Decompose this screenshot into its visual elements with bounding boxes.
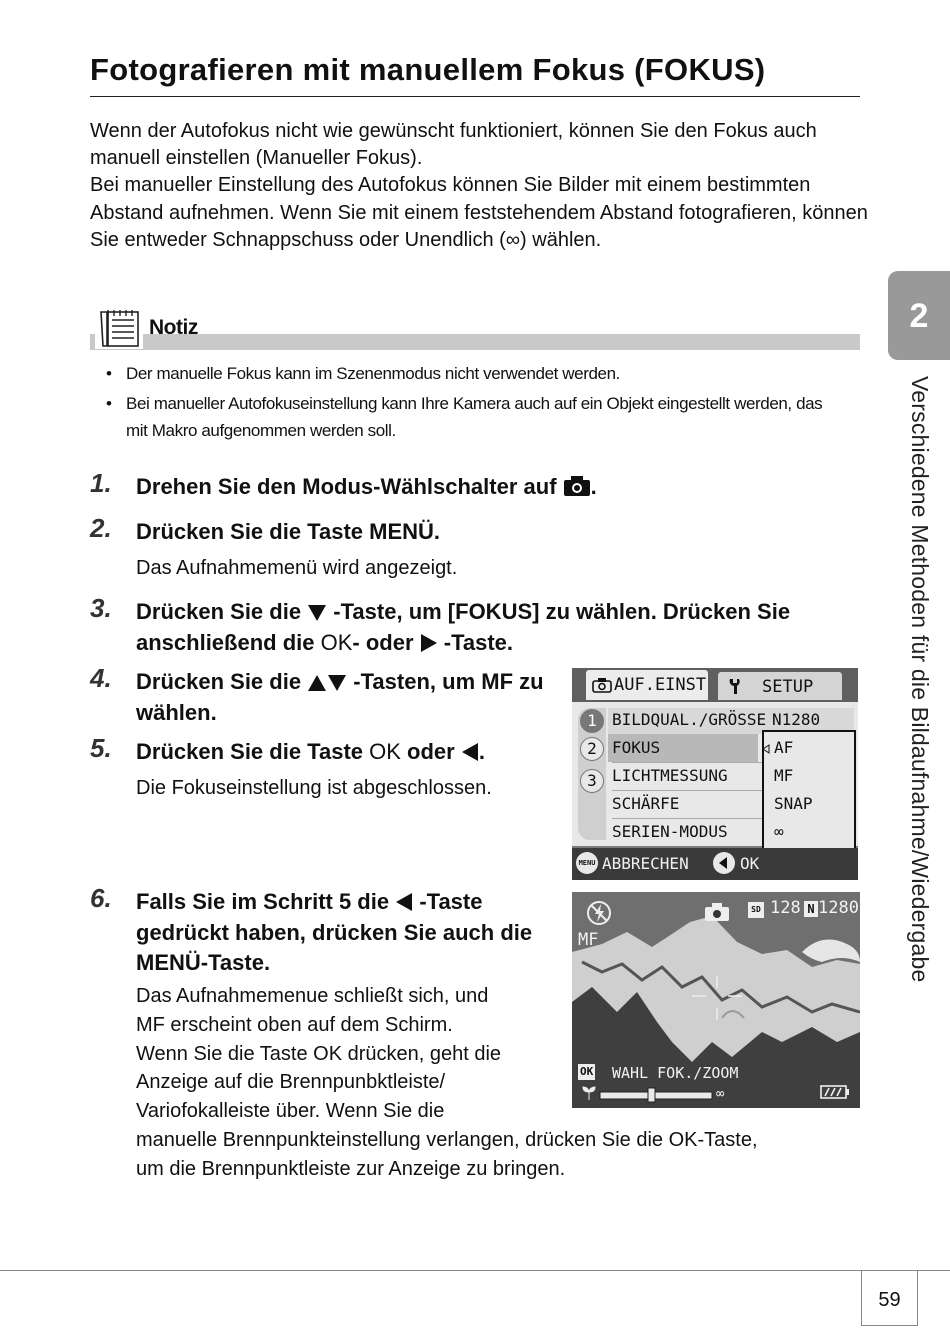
step-2-result: Das Aufnahmemenü wird angezeigt. [136,557,458,579]
macro-icon [580,1085,598,1101]
step-5-result: Die Fokuseinstellung ist abgeschlossen. [136,777,492,799]
left-arrow-icon [395,892,413,912]
note-list [104,360,824,447]
ok-label: OK [740,854,760,873]
step-text: Drücken Sie die -Taste, um [FOKUS] zu wählen. Drücken Sie anschließend die OK- oder -Taste. [136,599,791,655]
step-number: 1. [90,468,112,498]
right-arrow-icon [420,633,438,653]
infinity-label: ∞ [716,1086,725,1102]
wrench-icon [726,677,742,695]
focus-zoom-hint: WAHL FOK./ZOOM [612,1064,739,1082]
up-down-arrows-icon [307,674,347,692]
step-5 [90,733,560,768]
image-quality-badge: N [804,901,818,917]
note-title: Notiz [149,316,198,339]
camera-icon [563,475,591,497]
menu-item: SERIEN-MODUS [612,822,728,841]
camera-icon [704,902,730,922]
intro-text [90,118,870,254]
note-bar [90,334,860,350]
ok-button-icon: OK [580,1065,594,1078]
list-item: • Der manuelle Fokus kann im Szenenmodus nicht verwendet werden. [104,360,824,387]
menu-value: N1280 [772,710,821,729]
step-text: Falls Sie im Schritt 5 die -Taste gedrückt haben, drücken Sie auch die MENÜ-Taste. [136,889,533,975]
chapter-title: Verschiedene Methoden für die Bildaufnahme/Wiedergabe [907,376,933,983]
menu-item-selected: FOKUS [612,738,661,757]
page-number-box [861,1270,918,1326]
down-arrow-icon [307,604,327,622]
step-3 [90,593,870,658]
note-header [90,306,860,352]
flash-off-icon [586,900,612,926]
step-text: Drücken Sie die Taste MENÜ. [136,519,441,544]
step-6 [90,883,560,979]
ok-label: OK [668,1128,698,1151]
battery-icon [820,1084,850,1100]
menu-page-2: 2 [580,737,604,761]
cancel-label: ABBRECHEN [602,854,689,873]
menu-item: LICHTMESSUNG [612,766,728,785]
camera-icon [592,677,612,693]
step-text: Drehen Sie den Modus-Wählschalter auf . [136,474,597,499]
left-arrow-icon [461,742,479,762]
footer-divider [0,1270,950,1271]
menu-item: BILDQUAL./GRÖSSE [612,710,767,729]
tab-setup: SETUP [718,672,842,700]
menu-screenshot [572,668,858,880]
remaining-shots: 128 [770,898,801,918]
image-size: 1280 [818,898,859,918]
step-number: 6. [90,883,112,913]
ok-label: OK [320,629,353,655]
left-button-icon [712,851,736,875]
sd-card-icon: SD [748,902,764,918]
mf-indicator: MF [578,930,599,950]
live-view-screenshot [572,892,860,1108]
page-title: Fotografieren mit manuellem Fokus (FOKUS) [90,52,860,97]
step-number: 4. [90,663,112,693]
step-text: Drücken Sie die Taste OK oder . [136,739,485,764]
pointer-icon [762,744,770,754]
step-1 [90,468,870,503]
step-number: 3. [90,593,112,623]
tab-shooting: AUF.EINST [586,670,708,700]
chapter-tab [888,271,950,360]
step-2 [90,513,870,548]
step-number: 2. [90,513,112,543]
page-number: 59 [878,1289,901,1311]
focus-option: MF [774,766,794,785]
step-text: Drücken Sie die -Tasten, um MF zu wählen. [136,669,544,725]
list-item: • Bei manueller Autofokuseinstellung kann Ihre Kamera auch auf ein Objekt eingestellt werden, das mit Makro aufgenommen werden soll. [104,390,824,444]
step-4 [90,663,550,728]
step-number: 5. [90,733,112,763]
ok-label: OK [313,1042,343,1065]
chapter-number: 2 [909,297,929,335]
focus-option: AF [774,738,794,757]
ok-label: OK [369,739,401,764]
menu-button-icon: MENU [576,852,598,874]
menu-page-3: 3 [580,769,604,793]
menu-page-1: 1 [580,709,604,733]
focus-option: SNAP [774,794,813,813]
menu-item: SCHÄRFE [612,794,680,813]
focus-option: ∞ [774,822,784,841]
intro-paragraph: Bei manueller Einstellung des Autofokus können Sie Bilder mit einem bestimmten Abstand aufnehmen. Wenn Sie mit einem feststehendem Abstand fotografieren, können Sie entweder Schnappschuss oder Unendlich (∞) wählen. [90,174,868,251]
intro-paragraph: Wenn der Autofokus nicht wie gewünscht funktioniert, können Sie den Fokus auch manuell einstellen (Manueller Fokus). [90,120,817,170]
step-6-result: Das Aufnahmemenue schließt sich, und MF erscheint oben auf dem Schirm. Wenn Sie die Taste OK drücken, geht die Anzeige auf die Brennpunbktleiste/ Variofokalleiste über. Wenn Sie die manuelle Brennpunkteinstellung verlangen, drücken Sie die OK-Taste, um die Brennpunktleiste zur Anzeige zu bringen. [136,985,758,1180]
memo-icon [94,308,144,350]
